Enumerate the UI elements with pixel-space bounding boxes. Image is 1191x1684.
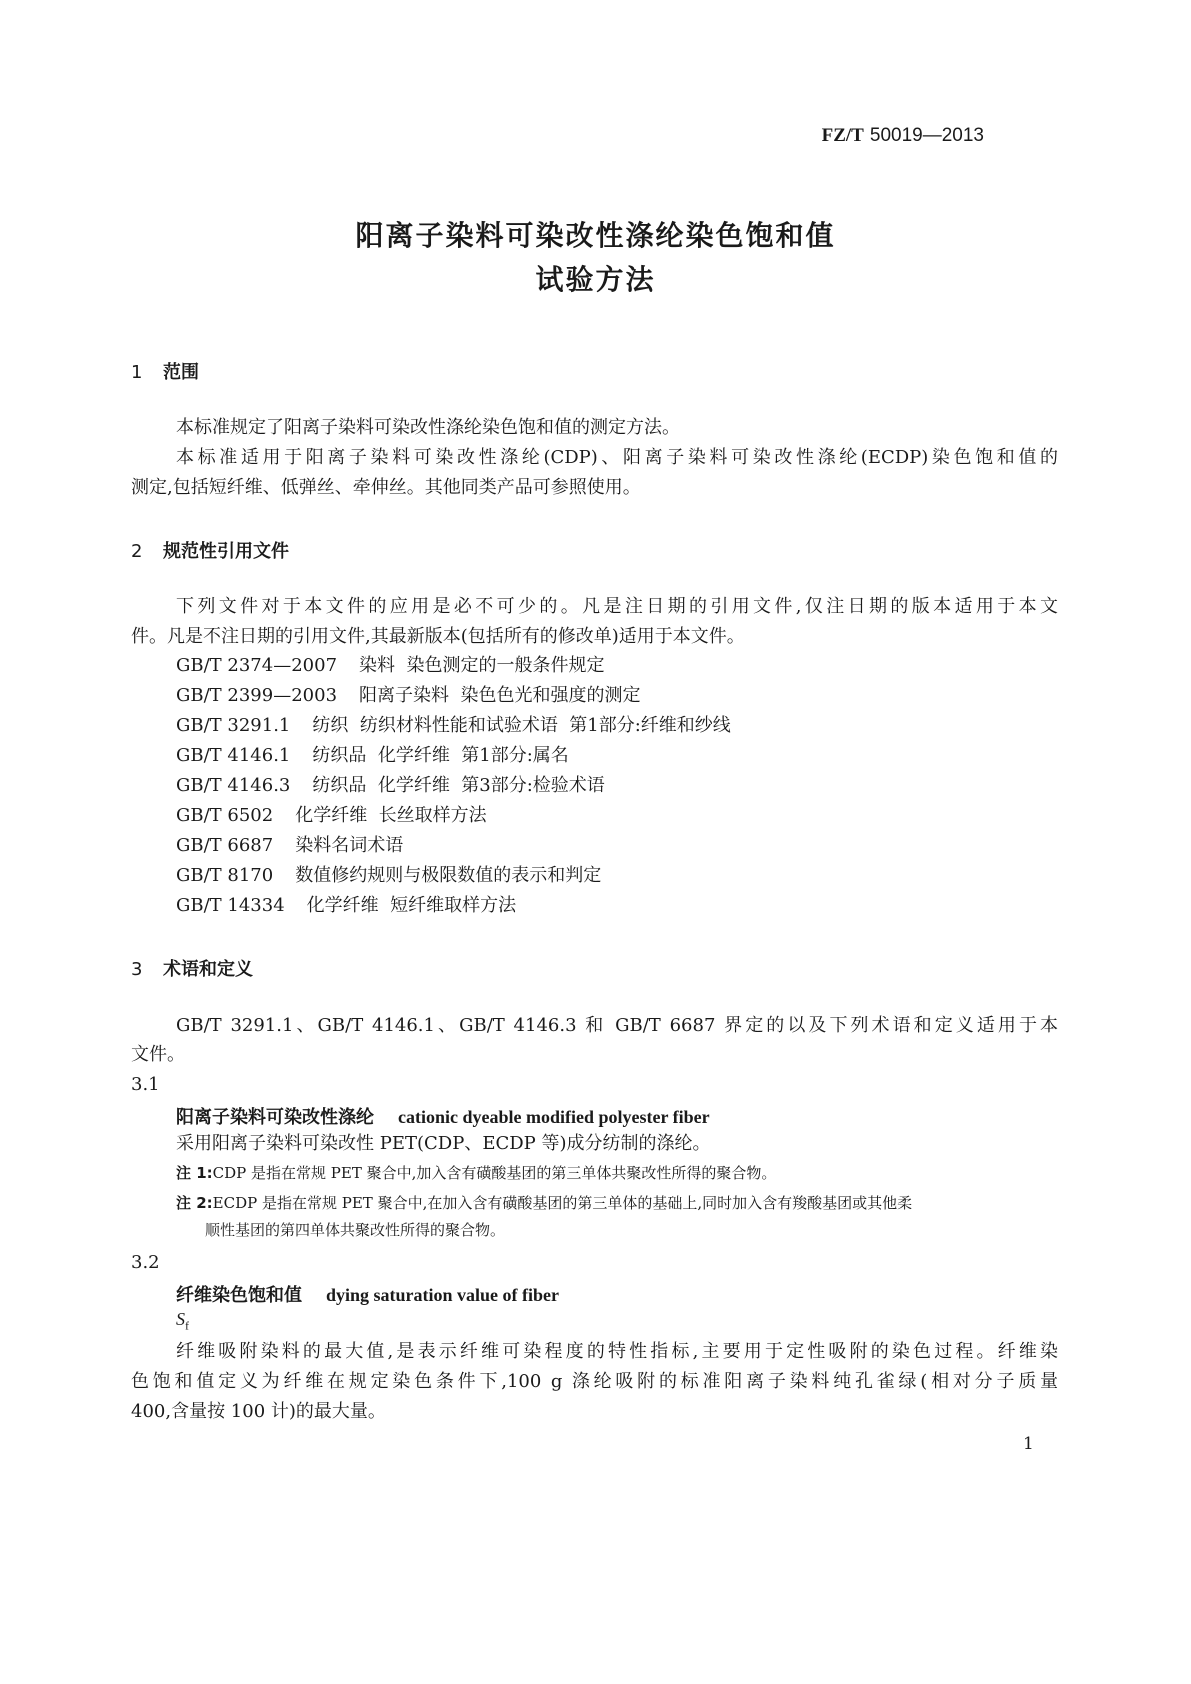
reference-title: 化学纤维 长丝取样方法 xyxy=(295,805,487,826)
s2-paragraph-1a: 下列文件对于本文件的应用是必不可少的。凡是注日期的引用文件,仅注日期的版本适用于本文 xyxy=(176,596,1058,617)
reference-item xyxy=(176,654,604,678)
term-3-1-number: 3.1 xyxy=(131,1074,160,1095)
reference-item xyxy=(176,804,487,828)
reference-code: GB/T 4146.3 xyxy=(176,775,291,796)
term-en: dying saturation value of fiber xyxy=(326,1285,560,1305)
reference-code: GB/T 6502 xyxy=(176,805,274,826)
note-1 xyxy=(176,1162,776,1184)
reference-item xyxy=(176,684,640,708)
reference-title: 纺织品 化学纤维 第1部分:属名 xyxy=(312,745,569,766)
code-number: 50019—2013 xyxy=(869,125,984,146)
note-label: 注 1: xyxy=(176,1164,213,1182)
section-title: 范围 xyxy=(163,362,199,383)
reference-code: GB/T 6687 xyxy=(176,835,274,856)
reference-item xyxy=(176,714,731,738)
s1-paragraph-2b: 测定,包括短纤维、低弹丝、牵伸丝。其他同类产品可参照使用。 xyxy=(131,477,641,498)
s1-paragraph-2a: 本标准适用于阳离子染料可染改性涤纶(CDP)、阳离子染料可染改性涤纶(ECDP)染色饱和值的 xyxy=(176,447,1058,468)
term-3-2-heading xyxy=(176,1281,559,1307)
term-3-2-number: 3.2 xyxy=(131,1252,160,1273)
page-number: 1 xyxy=(1023,1434,1034,1454)
note-text: ECDP 是指在常规 PET 聚合中,在加入含有磺酸基团的第三单体的基础上,同时加入含有羧酸基团或其他柔 xyxy=(212,1194,913,1212)
section-3-heading xyxy=(131,955,253,981)
reference-title: 化学纤维 短纤维取样方法 xyxy=(306,895,517,916)
term-3-2-symbol xyxy=(176,1309,189,1334)
term-3-2-definition-c: 400,含量按 100 计)的最大量。 xyxy=(131,1401,386,1422)
symbol-main: S xyxy=(176,1309,185,1329)
section-2-heading xyxy=(131,537,289,563)
section-number: 3 xyxy=(131,959,143,980)
term-3-2-definition-a: 纤维吸附染料的最大值,是表示纤维可染程度的特性指标,主要用于定性吸附的染色过程。纤维染 xyxy=(176,1341,1058,1362)
reference-code: GB/T 3291.1 xyxy=(176,715,291,736)
code-prefix: FZ/T xyxy=(821,125,864,146)
note-2a xyxy=(176,1192,912,1214)
term-en: cationic dyeable modified polyester fiber xyxy=(398,1107,710,1127)
reference-item xyxy=(176,834,403,858)
reference-title: 阳离子染料 染色色光和强度的测定 xyxy=(359,685,641,706)
term-3-1-heading xyxy=(176,1103,710,1129)
s2-paragraph-1b: 件。凡是不注日期的引用文件,其最新版本(包括所有的修改单)适用于本文件。 xyxy=(131,626,745,647)
reference-code: GB/T 4146.1 xyxy=(176,745,291,766)
term-zh: 阳离子染料可染改性涤纶 xyxy=(176,1107,374,1128)
title-line1: 阳离子染料可染改性涤纶染色饱和值 xyxy=(355,219,836,252)
reference-code: GB/T 8170 xyxy=(176,865,274,886)
reference-title: 染料名词术语 xyxy=(295,835,404,856)
reference-item xyxy=(176,894,516,918)
reference-code: GB/T 2374—2007 xyxy=(176,655,338,676)
reference-title: 纺织品 化学纤维 第3部分:检验术语 xyxy=(312,775,605,796)
reference-title: 染料 染色测定的一般条件规定 xyxy=(359,655,605,676)
section-1-heading xyxy=(131,358,199,384)
title-line2: 试验方法 xyxy=(535,263,656,296)
term-3-2-definition-b: 色饱和值定义为纤维在规定染色条件下,100 g 涤纶吸附的标准阳离子染料纯孔雀绿(相对分子质量 xyxy=(131,1371,1058,1392)
document-code xyxy=(822,124,984,147)
section-title: 规范性引用文件 xyxy=(163,541,289,562)
s3-paragraph-1a: GB/T 3291.1、GB/T 4146.1、GB/T 4146.3 和 GB/T 6687 界定的以及下列术语和定义适用于本 xyxy=(176,1015,1058,1036)
s1-paragraph-1: 本标准规定了阳离子染料可染改性涤纶染色饱和值的测定方法。 xyxy=(176,417,680,438)
section-title: 术语和定义 xyxy=(163,959,253,980)
term-3-1-definition: 采用阳离子染料可染改性 PET(CDP、ECDP 等)成分纺制的涤纶。 xyxy=(176,1133,711,1154)
reference-item xyxy=(176,744,569,768)
section-number: 1 xyxy=(131,362,143,383)
note-2b: 顺性基团的第四单体共聚改性所得的聚合物。 xyxy=(205,1221,506,1239)
section-number: 2 xyxy=(131,541,143,562)
reference-code: GB/T 2399—2003 xyxy=(176,685,338,706)
reference-item xyxy=(176,774,605,798)
s3-paragraph-1b: 文件。 xyxy=(131,1044,185,1065)
symbol-subscript: f xyxy=(185,1318,189,1333)
term-zh: 纤维染色饱和值 xyxy=(176,1285,302,1306)
reference-item xyxy=(176,864,601,888)
note-label: 注 2: xyxy=(176,1194,213,1212)
reference-title: 数值修约规则与极限数值的表示和判定 xyxy=(295,865,602,886)
reference-title: 纺织 纺织材料性能和试验术语 第1部分:纤维和纱线 xyxy=(312,715,731,736)
reference-code: GB/T 14334 xyxy=(176,895,285,916)
note-text: CDP 是指在常规 PET 聚合中,加入含有磺酸基团的第三单体共聚改性所得的聚合物。 xyxy=(212,1164,777,1182)
